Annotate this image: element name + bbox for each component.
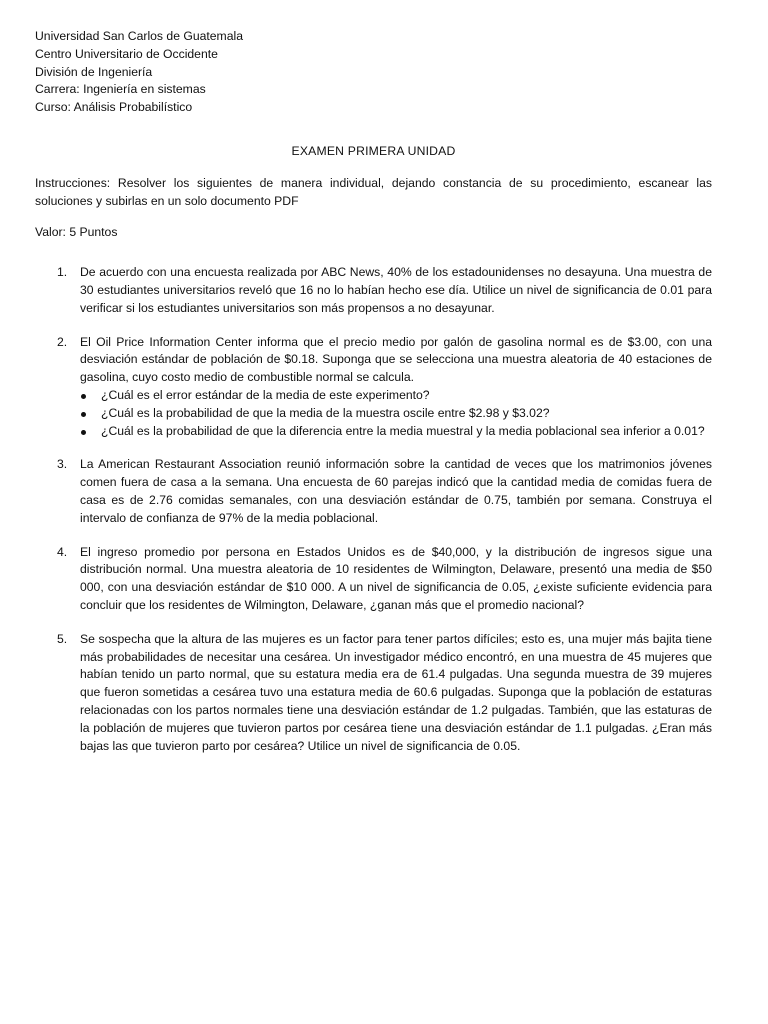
question-2 [35, 334, 712, 441]
question-text: La American Restaurant Association reunió información sobre la cantidad de veces que los matrimonios jóvenes comen fuera de casa a la semana. Una encuesta de 60 parejas indicó que la cantidad media de comidas fuera de casa es de 2.76 comidas semanales, con una desviación estándar de 0.75, también por semana. Construya el intervalo de confianza de 97% de la media poblacional. [80, 457, 712, 525]
sub-question-list [80, 387, 712, 440]
question-3 [35, 456, 712, 527]
center-name: Centro Universitario de Occidente [35, 46, 218, 61]
question-number: 5. [57, 631, 68, 646]
sub-question [80, 405, 712, 423]
sub-question-text: ¿Cuál es el error estándar de la media de este experimento? [101, 387, 430, 402]
bullet-icon [81, 412, 86, 417]
question-text: El Oil Price Information Center informa que el precio medio por galón de gasolina normal es de $3.00, con una desviación estándar de población de $0.18. Suponga que se selecciona una muestra aleatoria de 40 estaciones de gasolina, cuyo costo medio de combustible normal se calcula. [80, 334, 712, 385]
question-text: Se sospecha que la altura de las mujeres es un factor para tener partos difíciles; esto es, una mujer más bajita tiene más probabilidades de necesitar una cesárea. Un investigador médico encontró, en una muestra de 45 mujeres que habían tenido un parto normal, que su estatura media era de 61.4 pulgadas. Una segunda muestra de 39 mujeres que fueron sometidas a cesárea tuvo una estatura media de 60.6 pulgadas. Suponga que la población de estaturas relacionadas con los partos normales tiene una desviación estándar de 1.2 pulgadas. También, que las estaturas de la población de mujeres que tuvieron partos por cesárea tiene una desviación estándar de 1.1 pulgadas. ¿Eran más bajas las que tuvieron parto por cesárea? Utilice un nivel de significancia de 0.05. [80, 631, 712, 753]
question-list [35, 264, 712, 755]
bullet-icon [81, 394, 86, 399]
question-number: 3. [57, 457, 68, 472]
sub-question-text: ¿Cuál es la probabilidad de que la diferencia entre la media muestral y la media poblacional sea inferior a 0.01? [101, 423, 705, 438]
question-1 [35, 264, 712, 317]
question-5 [35, 631, 712, 756]
course-name: Curso: Análisis Probabilístico [35, 100, 193, 115]
exam-page [35, 28, 712, 771]
question-text: El ingreso promedio por persona en Estados Unidos es de $40,000, y la distribución de ingresos sigue una distribución normal. Una muestra aleatoria de 10 residentes de Wilmington, Delaware, presentó una media de $50 000, con una desviación estándar de $10 000. A un nivel de significancia de 0.05, ¿existe suficiente evidencia para concluir que los residentes de Wilmington, Delaware, ¿ganan más que el promedio nacional? [80, 544, 712, 612]
question-number: 2. [57, 334, 68, 349]
division-name: División de Ingeniería [35, 64, 153, 79]
exam-value: Valor: 5 Puntos [35, 225, 118, 240]
exam-title: EXAMEN PRIMERA UNIDAD [291, 143, 456, 158]
question-4 [35, 544, 712, 615]
sub-question [80, 387, 712, 405]
question-number: 4. [57, 544, 68, 559]
header-block [35, 28, 712, 117]
career-name: Carrera: Ingeniería en sistemas [35, 82, 206, 97]
question-text: De acuerdo con una encuesta realizada por ABC News, 40% de los estadounidenses no desayuna. Una muestra de 30 estudiantes universitarios reveló que 16 no lo habían hecho ese día. Utilice un nivel de significancia de 0.01 para verificar si los estudiantes universitarios son más propensos a no desayunar. [80, 265, 712, 315]
university-name: Universidad San Carlos de Guatemala [35, 29, 243, 43]
sub-question [80, 423, 712, 441]
instructions: Instrucciones: Resolver los siguientes de manera individual, dejando constancia de su procedimiento, escanear las soluciones y subirlas en un solo documento PDF [35, 175, 712, 208]
bullet-icon [81, 430, 86, 435]
sub-question-text: ¿Cuál es la probabilidad de que la media de la muestra oscile entre $2.98 y $3.02? [101, 405, 550, 420]
question-number: 1. [57, 265, 68, 280]
